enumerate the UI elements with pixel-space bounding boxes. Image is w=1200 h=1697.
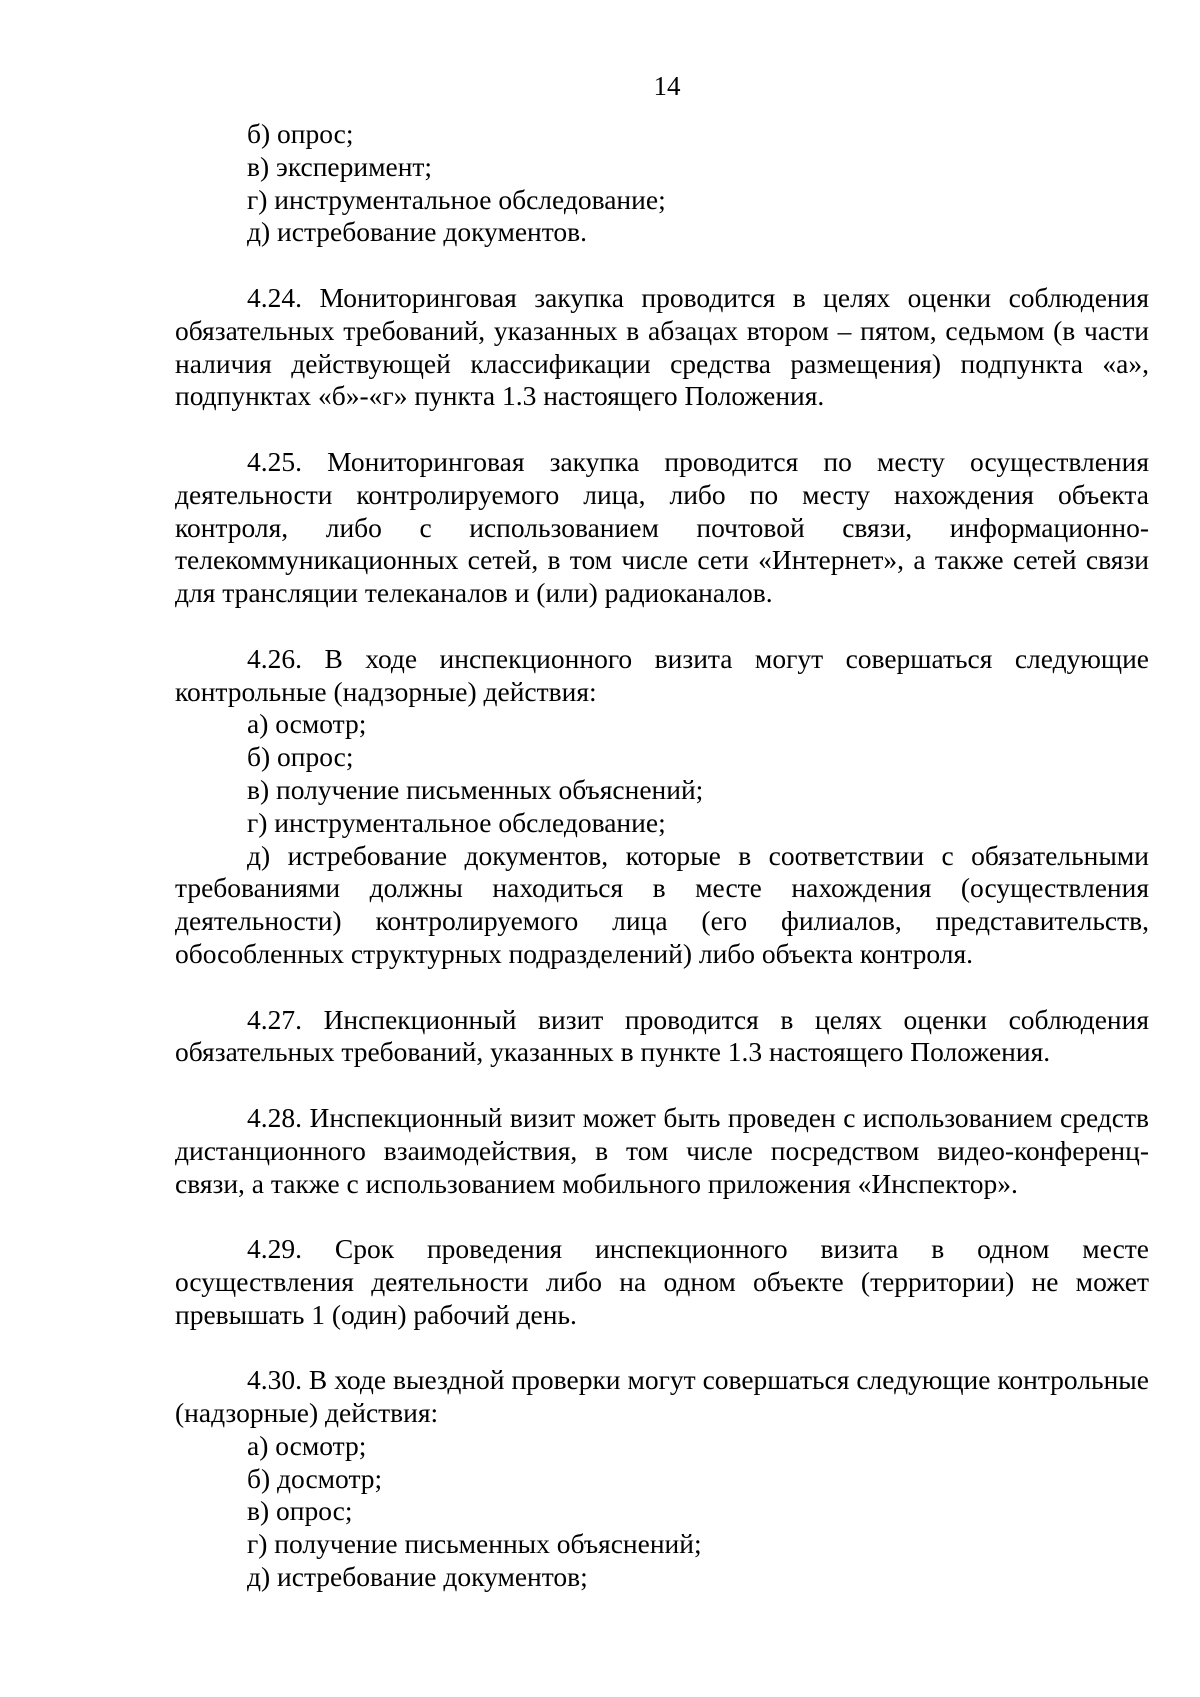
document-body xyxy=(175,118,1149,1594)
list-item: д) истребование документов; xyxy=(247,1561,588,1593)
paragraph-4-24: 4.24. Мониторинговая закупка проводится в целях оценки соблюдения обязательных требований, указанных в абзацах втором – пятом, седьмом (в части наличия действующей классификации средства размещения) подпункта «а», подпунктах «б»-«г» пункта 1.3 настоящего Положения. xyxy=(175,281,1149,412)
paragraph-4-26: 4.26. В ходе инспекционного визита могут совершаться следующие контрольные (надзорные) действия: xyxy=(175,642,1149,707)
paragraph-4-28: 4.28. Инспекционный визит может быть проведен с использованием средств дистанционного взаимодействия, в том числе посредством видео-конференц-связи, а также с использованием мобильного приложения «Инспектор». xyxy=(175,1101,1149,1199)
list-item: в) получение письменных объяснений; xyxy=(247,773,704,805)
paragraph-4-27: 4.27. Инспекционный визит проводится в целях оценки соблюдения обязательных требований, указанных в пункте 1.3 настоящего Положения. xyxy=(175,1003,1149,1068)
list-item: г) инструментальное обследование; xyxy=(247,183,666,215)
list-item: а) осмотр; xyxy=(247,708,367,740)
paragraph-4-25: 4.25. Мониторинговая закупка проводится по месту осуществления деятельности контролируемого лица, либо по месту нахождения объекта контроля, либо с использованием почтовой связи, информационно-телекоммуникационных сетей, в том числе сети «Интернет», а также сетей связи для трансляции телеканалов и (или) радиоканалов. xyxy=(175,445,1149,609)
list-item-long: д) истребование документов, которые в соответствии с обязательными требованиями должны находиться в месте нахождения (осуществления деятельности) контролируемого лица (его филиалов, представительств, обособленных структурных подразделений) либо объекта контроля. xyxy=(175,839,1149,969)
list-item: в) опрос; xyxy=(247,1495,353,1527)
list-item: в) эксперимент; xyxy=(247,150,433,182)
paragraph-4-30: 4.30. В ходе выездной проверки могут совершаться следующие контрольные (надзорные) действия: xyxy=(175,1364,1149,1429)
list-item: д) истребование документов. xyxy=(247,216,588,248)
list-item: г) инструментальное обследование; xyxy=(247,806,666,838)
list-item: г) получение письменных объяснений; xyxy=(247,1528,702,1560)
list-item: б) досмотр; xyxy=(247,1462,383,1494)
list-item: б) опрос; xyxy=(247,741,354,773)
list-item: б) опрос; xyxy=(247,118,354,149)
page-number: 14 xyxy=(653,71,681,101)
list-item: а) осмотр; xyxy=(247,1429,367,1461)
paragraph-4-29: 4.29. Срок проведения инспекционного визита в одном месте осуществления деятельности либо на одном объекте (территории) не может превышать 1 (один) рабочий день. xyxy=(175,1233,1149,1330)
